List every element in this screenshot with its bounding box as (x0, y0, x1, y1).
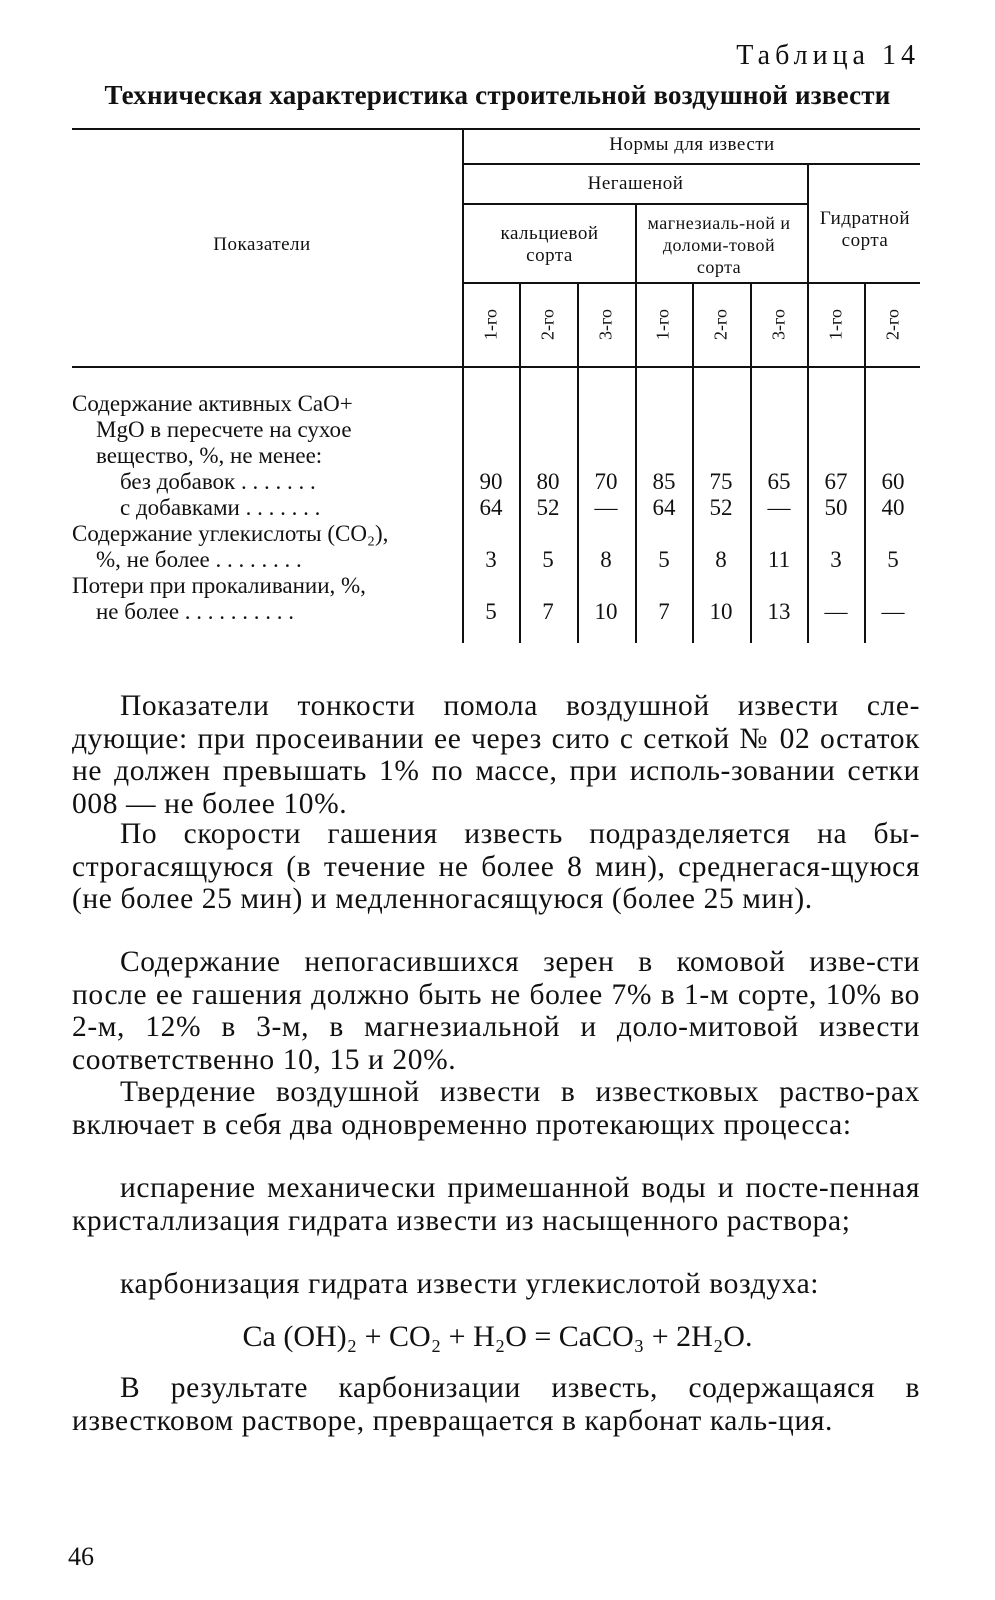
paragraph-result: В результате карбонизации известь, содержащаяся в известковом растворе, превращается в карбонат каль-ция. (72, 1372, 920, 1437)
table-cell: 70 (594, 469, 618, 494)
row-label: Содержание активных CaO+ (72, 391, 353, 416)
table-cell: 65 (767, 469, 791, 494)
table-cell: 75 (709, 469, 733, 494)
table-cell: 11 (767, 547, 791, 572)
header-hydrate-grade: Гидратной сорта (819, 208, 911, 251)
grade-header: 1-го (825, 309, 846, 340)
table-cell: 40 (881, 495, 905, 520)
header-indicators: Показатели (213, 234, 311, 255)
row-label: с добавками . . . . . . . (120, 495, 321, 520)
row-label: MgO в пересчете на сухое (96, 417, 352, 442)
paragraph-unslaked-grains: Содержание непогасившихся зерен в комовой изве-сти после ее гашения должно быть не более 7% в 1-м сорте, 10% во 2-м, 12% в 3-м, в магнезиальной и доло-митовой извести соответственно 10, 15 и 20%. (72, 946, 920, 1076)
grade-header: 1-го (480, 309, 501, 340)
row-label: Содержание углекислоты (CO₂), (72, 521, 389, 546)
table-cell: 5 (658, 547, 670, 572)
grade-header: 2-го (710, 309, 731, 340)
table-cell: 13 (767, 599, 791, 624)
table-cell: 52 (536, 495, 560, 520)
table-cell: 7 (542, 599, 554, 624)
table-cell: 80 (536, 469, 560, 494)
table-cell: 7 (658, 599, 670, 624)
row-label: без добавок . . . . . . . (120, 469, 316, 494)
table-cell: 64 (479, 495, 503, 520)
table-cell: — (881, 599, 905, 624)
grade-header: 2-го (882, 309, 903, 340)
table-cell: 67 (824, 469, 848, 494)
table-cell: 85 (652, 469, 676, 494)
table-title: Техническая характеристика строительной воздушной извести (104, 80, 891, 110)
page-number: 46 (68, 1542, 94, 1571)
table-cell: 50 (824, 495, 848, 520)
table-cell: 8 (715, 547, 727, 572)
row-label: Потери при прокаливании, %, (72, 573, 366, 598)
header-unslaked: Негашеной (587, 173, 684, 194)
table-cell: 5 (542, 547, 554, 572)
table-cell: 10 (594, 599, 618, 624)
table-cell: 3 (485, 547, 497, 572)
table-cell: 52 (709, 495, 733, 520)
table-cell: 5 (485, 599, 497, 624)
table-cell: 64 (652, 495, 676, 520)
table-cell: 3 (830, 547, 842, 572)
row-label: %, не более . . . . . . . . (96, 547, 302, 572)
table-cell: 60 (881, 469, 905, 494)
header-magnesian-grade: магнезиаль-ной и доломи-товой сорта (647, 213, 791, 277)
characteristics-table (72, 128, 922, 648)
grade-header: 3-го (768, 309, 789, 340)
row-label: не более . . . . . . . . . . (96, 599, 295, 624)
table-label: Таблица 14 (736, 40, 920, 71)
table-cell: — (824, 599, 848, 624)
table-cell: 8 (600, 547, 612, 572)
paragraph-evaporation: испарение механически примешанной воды и посте-пенная кристаллизация гидрата извести из насыщенного раствора; (72, 1172, 920, 1237)
paragraph-hardening: Твердение воздушной извести в известковых раство-рах включает в себя два одновременно протекающих процесса: (72, 1076, 920, 1141)
grade-header: 2-го (537, 309, 558, 340)
table-cell: 90 (479, 469, 503, 494)
paragraph-carbonization: карбонизация гидрата извести углекислотой воздуха: (120, 1268, 820, 1300)
header-calcium-grade: кальциевой сорта (500, 223, 599, 266)
chemical-formula: Ca (OH)₂ + CO₂ + H₂O = CaCO₃ + 2H₂O. (242, 1320, 753, 1353)
paragraph-grinding-fineness: Показатели тонкости помола воздушной извести сле-дующие: при просеивании ее через сито с сеткой № 02 остаток не должен превышать 1% по массе, при исполь-зовании сетки 008 — не более 10%. (72, 690, 920, 820)
table-cell: — (767, 495, 791, 520)
grade-header: 3-го (595, 309, 616, 340)
table-cell: 10 (709, 599, 733, 624)
header-norms: Нормы для извести (609, 134, 775, 155)
paragraph-slaking-speed: По скорости гашения известь подразделяется на бы-строгасящуюся (в течение не более 8 мин), среднегася-щуюся (не более 25 мин) и медленногасящуюся (более 25 мин). (72, 818, 920, 915)
grade-header: 1-го (652, 309, 673, 340)
table-cell: — (594, 495, 618, 520)
row-label: вещество, %, не менее: (96, 443, 323, 468)
table-cell: 5 (887, 547, 899, 572)
